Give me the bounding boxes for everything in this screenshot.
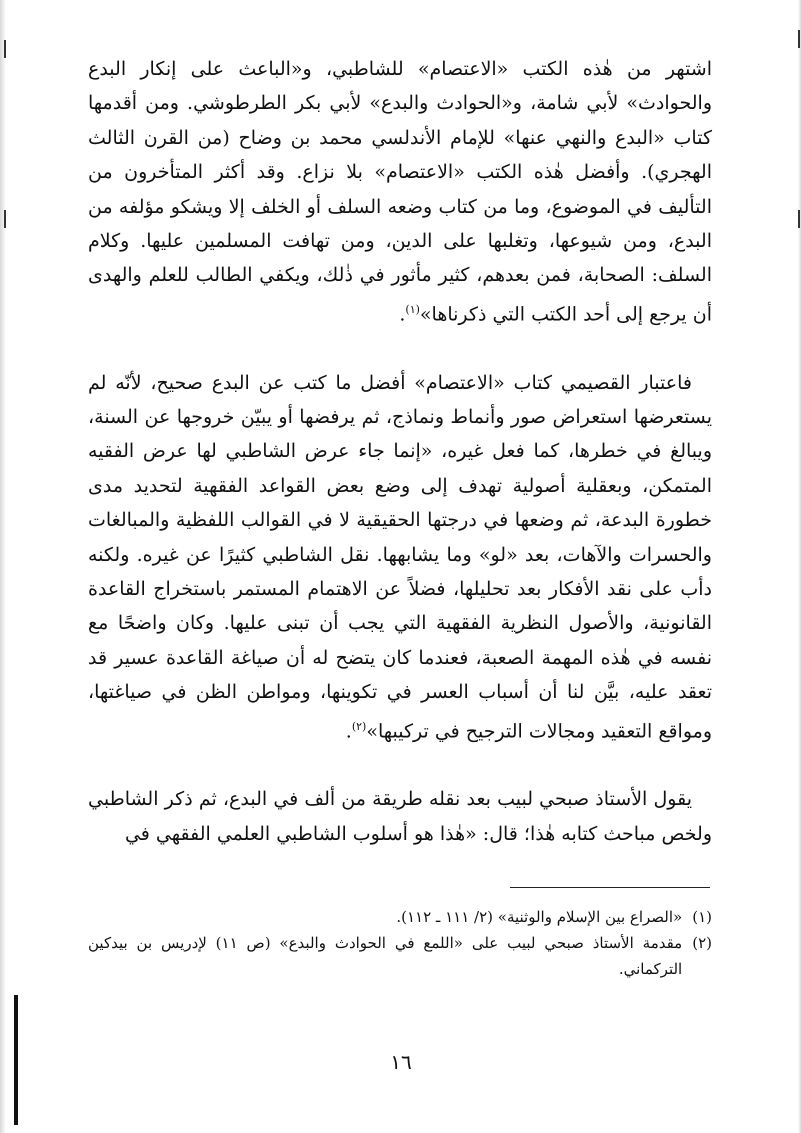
scan-tick-mark (4, 210, 6, 228)
page-number: ١٦ (390, 1050, 412, 1074)
footnote-number: (٢) (692, 934, 712, 952)
footnote-1 (88, 904, 712, 930)
footnote-ref-1: (١) (405, 302, 420, 316)
scan-tick-mark (798, 210, 800, 228)
footnote-number: (١) (692, 908, 712, 926)
footnote-text: «الصراع بين الإسلام والوثنية» (٢/ ١١١ ـ ١١٢). (396, 908, 683, 926)
footnotes (88, 904, 712, 982)
paragraph-2: فاعتبار القصيمي كتاب «الاعتصام» أفضل ما كتب عن البدع صحيح، لأنّه لم يستعرضها استعراض صور وأنماط ونماذج، ثم يرفضها أو يبيّن خروجها عن السنة، ويبالغ في خطرها، كما فعل غيره، «إنما جاء عرض الشاطبي لها عرض الفقيه المتمكن، وبعقلية أصولية تهدف إلى وضع بعض القواعد الفقهية لتحديد مدى خطورة البدعة، ثم وضعها في درجتها الحقيقية لا في القوالب اللفظية والمبالغات والحسرات والآهات، بعد «لو» وما يشابهها. نقل الشاطبي كثيرًا عن غيره. ولكنه دأب على نقد الأفكار بعد تحليلها، فضلاً عن الاهتمام المستمر باستخراج القاعدة القانونية، والأصول النظرية الفقهية التي يجب أن تبنى عليها. وكان واضحًا مع نفسه في هٰذه المهمة الصعبة، فعندما كان يتضح له أن صياغة القاعدة عسير قد تعقد عليه، بيَّن لنا أن أسباب العسر في تكوينها، ومواطن الظن في صياغتها، ومواقع التعقيد ومجالات الترجيح في تركيبها»$^{(٢)}$. (88, 371, 712, 742)
footnote-2 (88, 930, 712, 982)
page-body (88, 52, 712, 851)
scan-tick-mark (4, 40, 6, 58)
footnote-separator (510, 887, 710, 888)
scan-tick-mark (798, 30, 800, 48)
scan-edge-left (0, 0, 6, 1133)
paragraph-1-text: اشتهر من هٰذه الكتب «الاعتصام» للشاطبي، و«الباعث على إنكار البدع والحوادث» لأبي شامة، و«الحوادث والبدع» لأبي بكر الطرطوشي. ومن أقدمها كتاب «البدع والنهي عنها» للإمام الأندلسي محمد بن وضاح (من القرن الثالث الهجري). وأفضل هٰذه الكتب «الاعتصام» بلا نزاع. وقد أكثر المتأخرون من التأليف في الموضوع، وما من كتاب وضعه السلف أو الخلف إلا ويشكو مؤلفه من البدع، ومن شيوعها، وتغلبها على الدين، ومن تهافت المسلمين عليها. وكلام السلف: الصحابة، فمن بعدهم، كثير مأثور في ذٰلك، ويكفي الطالب للعلم والهدى أن يرجع إلى أحد الكتب التي ذكرناها» (88, 58, 712, 326)
paragraph-3-text: يقول الأستاذ صبحي لبيب بعد نقله طريقة من ألف في البدع، ثم ذكر الشاطبي ولخص مباحث كتابه هٰذا؛ قال: «هٰذا هو أسلوب الشاطبي العلمي الفقهي في (88, 788, 712, 845)
paragraph-2-text: فاعتبار القصيمي كتاب «الاعتصام» أفضل ما كتب عن البدع صحيح، لأنّه لم يستعرضها استعراض صور وأنماط ونماذج، ثم يرفضها أو يبيّن خروجها عن السنة، ويبالغ في خطرها، كما فعل غيره، «إنما جاء عرض الشاطبي لها عرض الفقيه المتمكن، وبعقلية أصولية تهدف إلى وضع بعض القواعد الفقهية لتحديد مدى خطورة البدعة، ثم وضعها في درجتها الحقيقية لا في القوالب اللفظية والمبالغات والحسرات والآهات، بعد «لو» وما يشابهها. نقل الشاطبي كثيرًا عن غيره. ولكنه دأب على نقد الأفكار بعد تحليلها، فضلاً عن الاهتمام المستمر باستخراج القاعدة القانونية، والأصول النظرية الفقهية التي يجب أن تبنى عليها. وكان واضحًا مع نفسه في هٰذه المهمة الصعبة، فعندما كان يتضح له أن صياغة القاعدة عسير قد تعقد عليه، بيَّن لنا أن أسباب العسر في تكوينها، ومواطن الظن في صياغتها، ومواقع التعقيد ومجالات الترجيح في تركيبها» (88, 371, 712, 742)
paragraph-1: اشتهر من هٰذه الكتب «الاعتصام» للشاطبي، و«الباعث على إنكار البدع والحوادث» لأبي شامة، و«الحوادث والبدع» لأبي بكر الطرطوشي. ومن أقدمها كتاب «البدع والنهي عنها» للإمام الأندلسي محمد بن وضاح (من القرن الثالث الهجري). وأفضل هٰذه الكتب «الاعتصام» بلا نزاع. وقد أكثر المتأخرون من التأليف في الموضوع، وما من كتاب وضعه السلف أو الخلف إلا ويشكو مؤلفه من البدع، ومن شيوعها، وتغلبها على الدين، ومن تهافت المسلمين عليها. وكلام السلف: الصحابة، فمن بعدهم، كثير مأثور في ذٰلك، ويكفي الطالب للعلم والهدى أن يرجع إلى أحد الكتب التي ذكرناها»$^{(١)}$. (88, 58, 712, 326)
footnote-text: مقدمة الأستاذ صبحي لبيب على «اللمع في الحوادث والبدع» (ص ١١) لإدريس بن بيدكين التركماني. (88, 934, 683, 978)
scan-edge-right (798, 0, 802, 1133)
paragraph-3 (88, 782, 712, 851)
footnote-ref-2: (٢) (351, 719, 367, 733)
